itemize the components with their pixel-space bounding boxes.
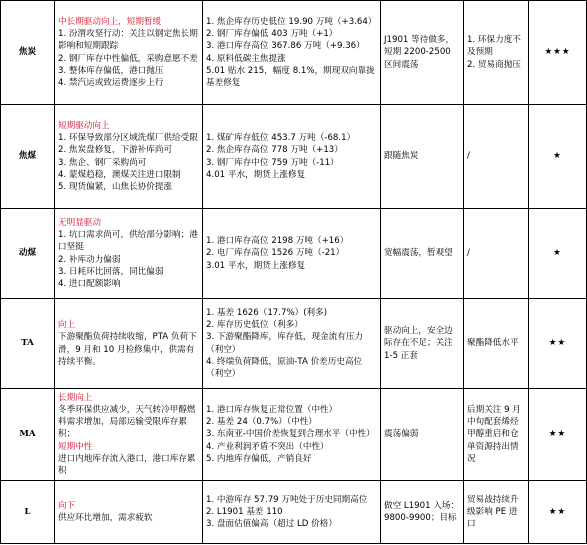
logic-line: 3. 焦企、钢厂采购尚可 <box>58 157 147 168</box>
logic-heading: 中长期驱动向上，短期暂缓 <box>58 16 162 27</box>
data-line: 2. 基差 24（0.7%）（中性） <box>206 417 317 428</box>
risk-cell <box>464 389 529 481</box>
logic-line: 2. 补库动力偏弱 <box>58 254 121 265</box>
data-line: 1. 港口库存高位 2198 万吨（+16） <box>206 236 349 247</box>
risk-cell <box>464 209 529 299</box>
logic-cell <box>55 209 203 299</box>
logic-heading: 短期中性 <box>58 441 93 452</box>
data-line: 2. 焦企库存高位 778 万吨（+13） <box>206 145 343 156</box>
risk-line: 聚酯降低水平 <box>467 338 519 349</box>
strategy-cell: 做空 L1901 入场：9800-9900；目标 <box>381 481 464 544</box>
commodity-name: TA <box>1 299 55 389</box>
commodity-name: 动煤 <box>1 209 55 299</box>
strategy-cell: 震荡偏弱 <box>381 389 464 481</box>
logic-cell <box>55 389 203 481</box>
data-line: 3. 港口库存高位 367.86 万吨（+9.36） <box>206 41 365 52</box>
rating-stars: ★★★ <box>529 1 587 105</box>
logic-line: 冬季环保供应减少，天气转冷甲醇燃料需求增加，局部运输受限库存累积； <box>58 404 196 440</box>
table-row <box>1 105 587 209</box>
risk-cell <box>464 1 529 105</box>
data-line: 2. 库存历史低位（利多） <box>206 320 303 331</box>
table-row <box>1 481 587 544</box>
data-line: 1. 港口库存恢复正常位置（中性） <box>206 404 338 415</box>
data-line: 3.01 平水，期货上涨修复 <box>206 260 306 271</box>
data-line: 4.01 平水，期货上涨修复 <box>206 169 306 180</box>
logic-line: 2. 焦炭盘修复，下游补库尚可 <box>58 145 173 156</box>
logic-line: 3. 日耗环比回落，同比偏弱 <box>58 266 164 277</box>
logic-line: 进口内地库存流入港口，港口库存累积 <box>58 453 196 476</box>
logic-line: 4. 蒙煤趋稳，澳煤关注进口限制 <box>58 169 181 180</box>
risk-line: 贸易战持续升级影响 PE 进口 <box>467 494 519 530</box>
rating-stars: ★★ <box>529 481 587 544</box>
data-line: 5. 内地库存偏低，产销良好 <box>206 453 312 464</box>
logic-line: 1. 坑口需求尚可，供给部分影响；港口坚挺 <box>58 230 198 253</box>
logic-cell <box>55 1 203 105</box>
strategy-cell: J1901 等待做多，短期 2200-2500 区间震荡 <box>381 1 464 105</box>
table-row <box>1 209 587 299</box>
table-row <box>1 389 587 481</box>
logic-cell <box>55 299 203 389</box>
logic-line: 4. 禁汽运或致运费逐步上行 <box>58 77 164 88</box>
logic-line: 1. 汾渭攻坚行动：关注以钢定焦长期影响和短期跟踪 <box>58 29 198 52</box>
data-line: 3. 下游聚酯降库，库存低，现金流有压力（利空） <box>206 332 364 355</box>
logic-line: 1. 环保导致部分区域洗煤厂供给受限 <box>58 133 198 144</box>
commodity-name: 焦煤 <box>1 105 55 209</box>
data-line: 2. L1901 基差 110 <box>206 506 283 517</box>
strategy-cell: 宽幅震荡，暂观望 <box>381 209 464 299</box>
logic-cell <box>55 105 203 209</box>
risk-line: 后期关注 9 月中旬配套烯烃甲醇重启和仓单资源持出情况 <box>467 404 521 464</box>
data-cell <box>203 389 381 481</box>
logic-heading: 长期向上 <box>58 392 93 403</box>
logic-heading: 向上 <box>58 320 76 331</box>
rating-stars: ★ <box>529 105 587 209</box>
rating-stars: ★★ <box>529 389 587 481</box>
risk-cell <box>464 105 529 209</box>
data-cell <box>203 1 381 105</box>
risk-line: 2. 贸易商抛压 <box>467 59 521 70</box>
data-line: 1. 基差 1626（17.7%）(利多) <box>206 307 328 318</box>
logic-line: 4. 进口配额影响 <box>58 278 121 289</box>
logic-heading: 短期驱动向上 <box>58 120 110 131</box>
logic-line: 5. 现货偏紧，山焦长协价提涨 <box>58 181 173 192</box>
risk-cell <box>464 299 529 389</box>
risk-cell <box>464 481 529 544</box>
rating-stars: ★ <box>529 209 587 299</box>
data-line: 4. 原料低碳主焦提涨 <box>206 53 286 64</box>
data-cell <box>203 299 381 389</box>
data-cell <box>203 481 381 544</box>
commodity-name: L <box>1 481 55 544</box>
logic-line: 2. 钢厂库存中性偏低，采购意愿不差 <box>58 53 198 64</box>
logic-line: 3. 整体库存偏低，港口抛压 <box>58 65 164 76</box>
logic-heading: 无明显驱动 <box>58 217 101 228</box>
commodity-name: MA <box>1 389 55 481</box>
table-row <box>1 1 587 105</box>
data-line: 3. 东南亚-中国价差恢复到合理水平（中性） <box>206 429 375 440</box>
risk-line: / <box>467 248 470 259</box>
data-line: 2. 电厂库存高位 1526 万吨（-21） <box>206 248 345 259</box>
risk-line: / <box>467 151 470 162</box>
commodity-name: 焦炭 <box>1 1 55 105</box>
data-line: 2. 钢厂库存偏低 403 万吨（+1） <box>206 29 338 40</box>
risk-line: 1. 环保力度不及预期 <box>467 35 521 58</box>
logic-line: 下游聚酯负荷持续收缩，PTA 负荷下滑，9 月和 10 月检修集中，供需有持续平衡。 <box>58 332 197 367</box>
data-line: 3. 钢厂库存中位 759 万吨（-11） <box>206 157 339 168</box>
data-line: 1. 煤矿库存低位 453.7 万吨（-68.1） <box>206 133 356 144</box>
strategy-cell: 驱动向上，安全边际存在不足；关注 1-5 正套 <box>381 299 464 389</box>
logic-line: 供应环比增加，需求疲软 <box>58 513 153 523</box>
data-line: 4. 终端负荷降低，原油-TA 价差历史高位（利空） <box>206 356 363 379</box>
data-cell <box>203 105 381 209</box>
strategy-cell: 跟随焦炭 <box>381 105 464 209</box>
data-line: 1. 焦企库存历史低位 19.90 万吨（+3.64） <box>206 16 377 27</box>
data-line: 4. 产业利润矛盾不突出（中性） <box>206 441 329 452</box>
data-cell <box>203 209 381 299</box>
data-line: 1. 中游库存 57.79 万吨处于历史同期高位 <box>206 494 368 505</box>
rating-stars: ★★ <box>529 299 587 389</box>
data-line: 3. 盘面估值偏高（超过 LD 价格） <box>206 519 337 530</box>
data-line: 5.01 贴水 215，幅度 8.1%，期现双向靠拢基差修复 <box>206 65 375 88</box>
logic-heading: 向下 <box>58 500 76 511</box>
logic-cell <box>55 481 203 544</box>
table-row <box>1 299 587 389</box>
